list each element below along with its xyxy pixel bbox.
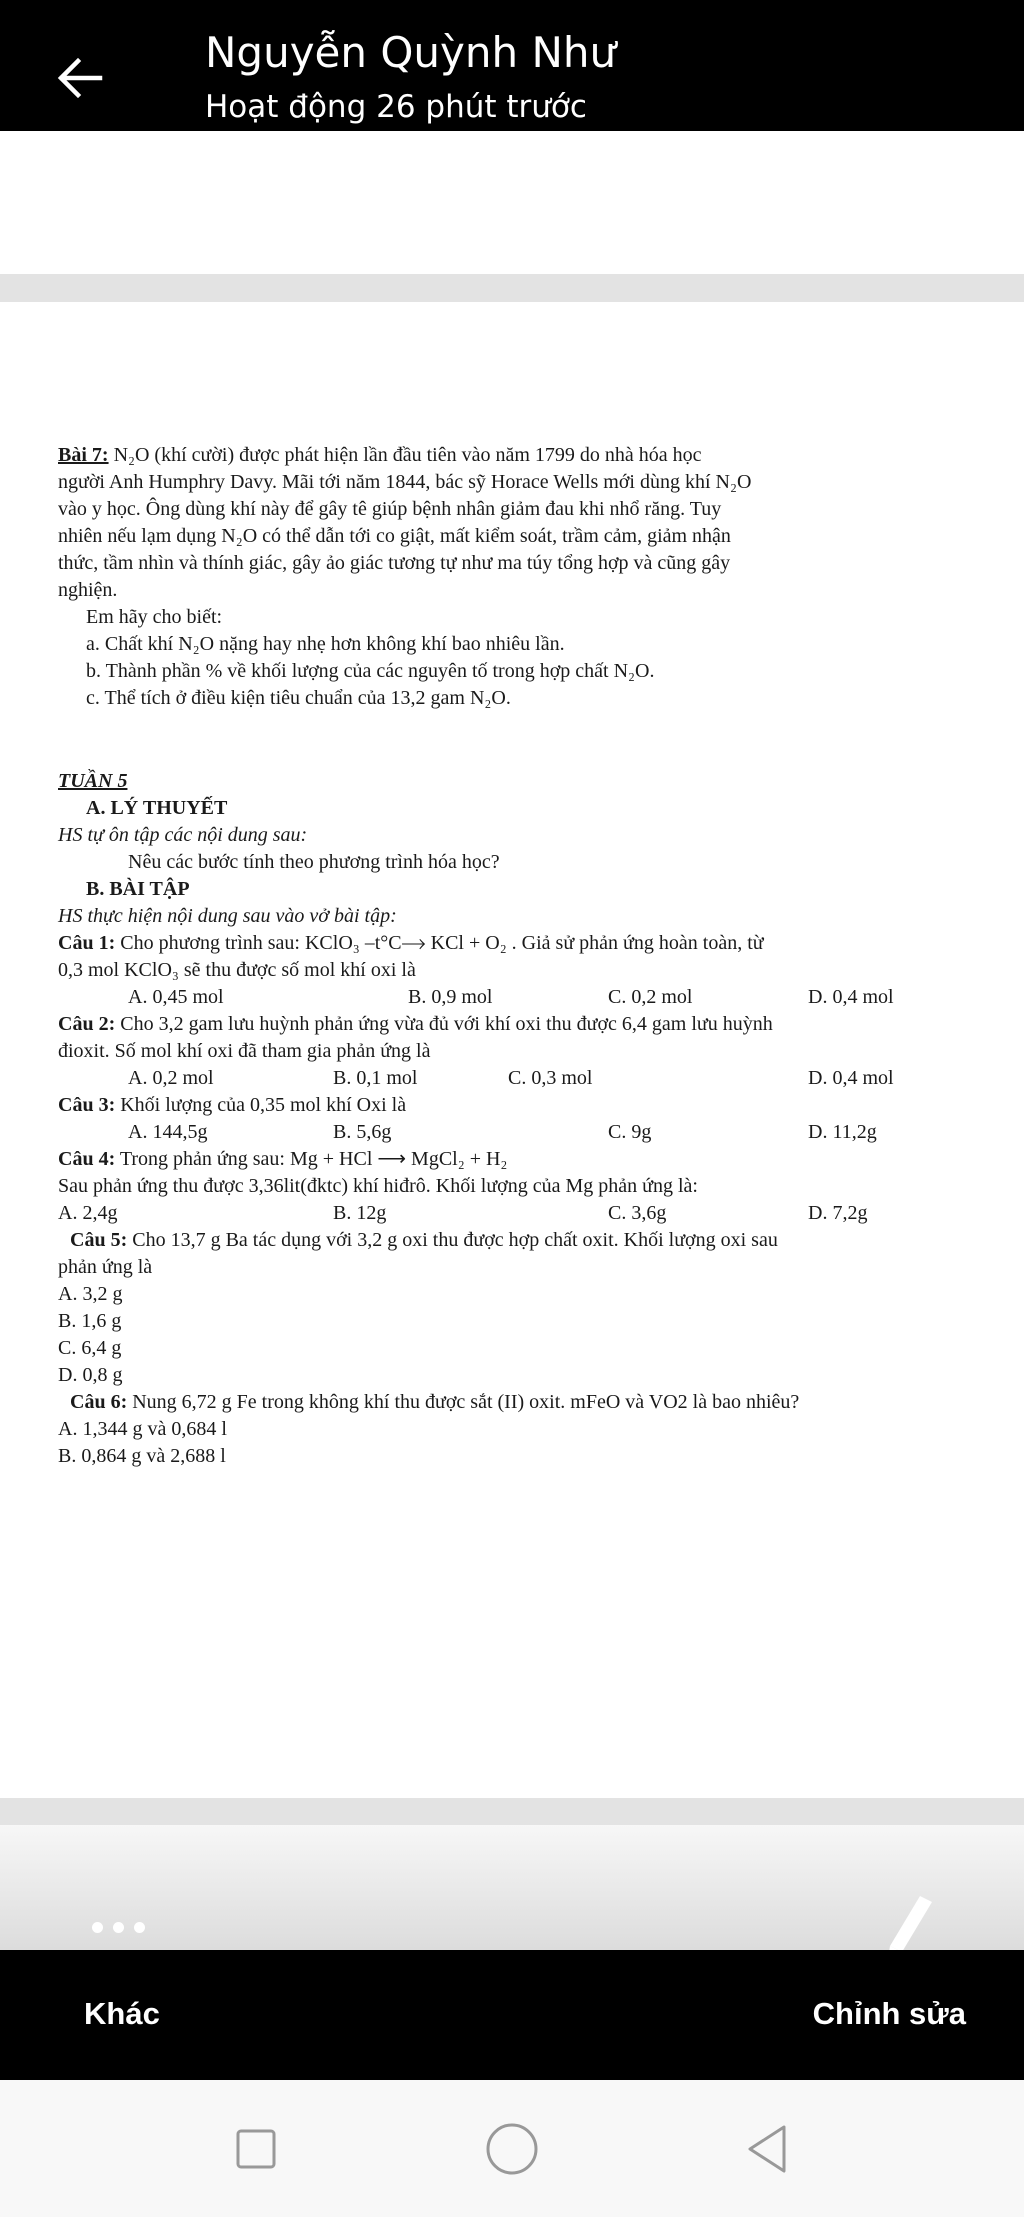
- question-2-options: [58, 1065, 958, 1092]
- contact-status: Hoạt động 26 phút trước: [205, 89, 587, 125]
- option: A. 0,45 mol: [128, 986, 224, 1008]
- section-a-heading: A. LÝ THUYẾT: [86, 797, 228, 819]
- question-2: Câu 2: Cho 3,2 gam lưu huỳnh phản ứng vừa đủ với khí oxi thu được 6,4 gam lưu huỳnh: [58, 1013, 773, 1035]
- contact-name: Nguyễn Quỳnh Như: [205, 28, 617, 77]
- option: C. 0,2 mol: [608, 986, 693, 1008]
- option: B. 0,1 mol: [333, 1067, 418, 1089]
- arrow-left-icon: [54, 52, 106, 104]
- option: A. 0,2 mol: [128, 1067, 214, 1089]
- option: D. 0,4 mol: [808, 986, 894, 1008]
- recent-apps-button[interactable]: [196, 2080, 316, 2217]
- option: B. 1,6 g: [58, 1310, 122, 1332]
- option: B. 12g: [333, 1202, 387, 1224]
- action-bar: [0, 1950, 1024, 2080]
- question-4: Câu 4: Trong phản ứng sau: Mg + HCl ⟶ MgCl₂ + H₂: [58, 1148, 508, 1170]
- system-nav-bar: [0, 2080, 1024, 2217]
- option: D. 0,8 g: [58, 1364, 123, 1386]
- bai7-item: a. Chất khí N₂O nặng hay nhẹ hơn không khí bao nhiêu lần.: [86, 633, 565, 655]
- option: D. 7,2g: [808, 1202, 868, 1224]
- home-button[interactable]: [452, 2080, 572, 2217]
- triangle-back-icon: [744, 2123, 792, 2175]
- bai7-item: c. Thể tích ở điều kiện tiêu chuẩn của 13,2 gam N₂O.: [86, 687, 511, 709]
- circle-icon: [484, 2121, 540, 2177]
- option: B. 0,9 mol: [408, 986, 493, 1008]
- option: C. 0,3 mol: [508, 1067, 593, 1089]
- task-a: HS tự ôn tập các nội dung sau:: [58, 824, 308, 846]
- bai7-line: Bài 7: N₂O (khí cười) được phát hiện lần đầu tiên vào năm 1799 do nhà hóa học: [58, 444, 702, 466]
- bai7-line: nhiên nếu lạm dụng N₂O có thể dẫn tới co giật, mất kiểm soát, trầm cảm, giảm nhận: [58, 525, 731, 547]
- bai7-line: nghiện.: [58, 579, 118, 601]
- question-1-cont: 0,3 mol KClO₃ sẽ thu được số mol khí oxi là: [58, 959, 416, 981]
- option: C. 6,4 g: [58, 1337, 122, 1359]
- option: A. 3,2 g: [58, 1283, 123, 1305]
- task-a-item: Nêu các bước tính theo phương trình hóa học?: [128, 851, 500, 873]
- divider-band: [0, 274, 1024, 304]
- image-viewer[interactable]: [0, 302, 1024, 1800]
- bai7-prompt: Em hãy cho biết:: [86, 606, 223, 628]
- option: A. 144,5g: [128, 1121, 208, 1143]
- option: C. 9g: [608, 1121, 652, 1143]
- option: D. 0,4 mol: [808, 1067, 894, 1089]
- task-b: HS thực hiện nội dung sau vào vở bài tập:: [58, 905, 397, 927]
- other-button[interactable]: Khác: [84, 1996, 160, 2031]
- option: B. 0,864 g và 2,688 l: [58, 1445, 226, 1467]
- more-dots-icon[interactable]: [92, 1922, 145, 1933]
- question-2-cont: đioxit. Số mol khí oxi đã tham gia phản ứng là: [58, 1040, 431, 1062]
- bai7-line: người Anh Humphry Davy. Mãi tới năm 1844, bác sỹ Horace Wells mới dùng khí N₂O: [58, 471, 752, 493]
- back-button[interactable]: [44, 42, 116, 114]
- week-heading: TUẦN 5: [58, 770, 128, 792]
- section-b-heading: B. BÀI TẬP: [86, 878, 190, 900]
- question-1-options: [58, 984, 958, 1011]
- option: C. 3,6g: [608, 1202, 667, 1224]
- option: A. 2,4g: [58, 1202, 118, 1224]
- square-icon: [234, 2127, 278, 2171]
- option: D. 11,2g: [808, 1121, 877, 1143]
- question-3: Câu 3: Khối lượng của 0,35 mol khí Oxi là: [58, 1094, 407, 1116]
- edit-button[interactable]: Chỉnh sửa: [812, 1996, 966, 2031]
- question-5: Câu 5: Cho 13,7 g Ba tác dụng với 3,2 g oxi thu được hợp chất oxit. Khối lượng oxi sau: [70, 1229, 778, 1251]
- toolbar-overlay: [0, 1825, 1024, 1950]
- question-6: Câu 6: Nung 6,72 g Fe trong không khí thu được sắt (II) oxit. mFeO và VO2 là bao nhiêu?: [70, 1391, 800, 1413]
- question-4-options: [58, 1200, 958, 1227]
- question-5-cont: phản ứng là: [58, 1256, 153, 1278]
- divider-band: [0, 1798, 1024, 1826]
- bai7-line: vào y học. Ông dùng khí này để gây tê giúp bệnh nhân giảm đau khi nhổ răng. Tuy: [58, 498, 722, 520]
- chat-header: [0, 0, 1024, 131]
- bai7-item: b. Thành phần % về khối lượng của các nguyên tố trong hợp chất N₂O.: [86, 660, 655, 682]
- option: B. 5,6g: [333, 1121, 392, 1143]
- question-3-options: [58, 1119, 958, 1146]
- option: A. 1,344 g và 0,684 l: [58, 1418, 227, 1440]
- question-4-cont: Sau phản ứng thu được 3,36lit(đktc) khí hiđrô. Khối lượng của Mg phản ứng là:: [58, 1175, 698, 1197]
- question-1: Câu 1: Cho phương trình sau: KClO₃ ⎯t°C⟶ KCl + O₂ . Giả sử phản ứng hoàn toàn, từ: [58, 932, 764, 954]
- document-page: [58, 442, 958, 1470]
- bai7-line: thức, tầm nhìn và thính giác, gây ảo giác tương tự như ma túy tổng hợp và cũng gây: [58, 552, 731, 574]
- back-nav-button[interactable]: [708, 2080, 828, 2217]
